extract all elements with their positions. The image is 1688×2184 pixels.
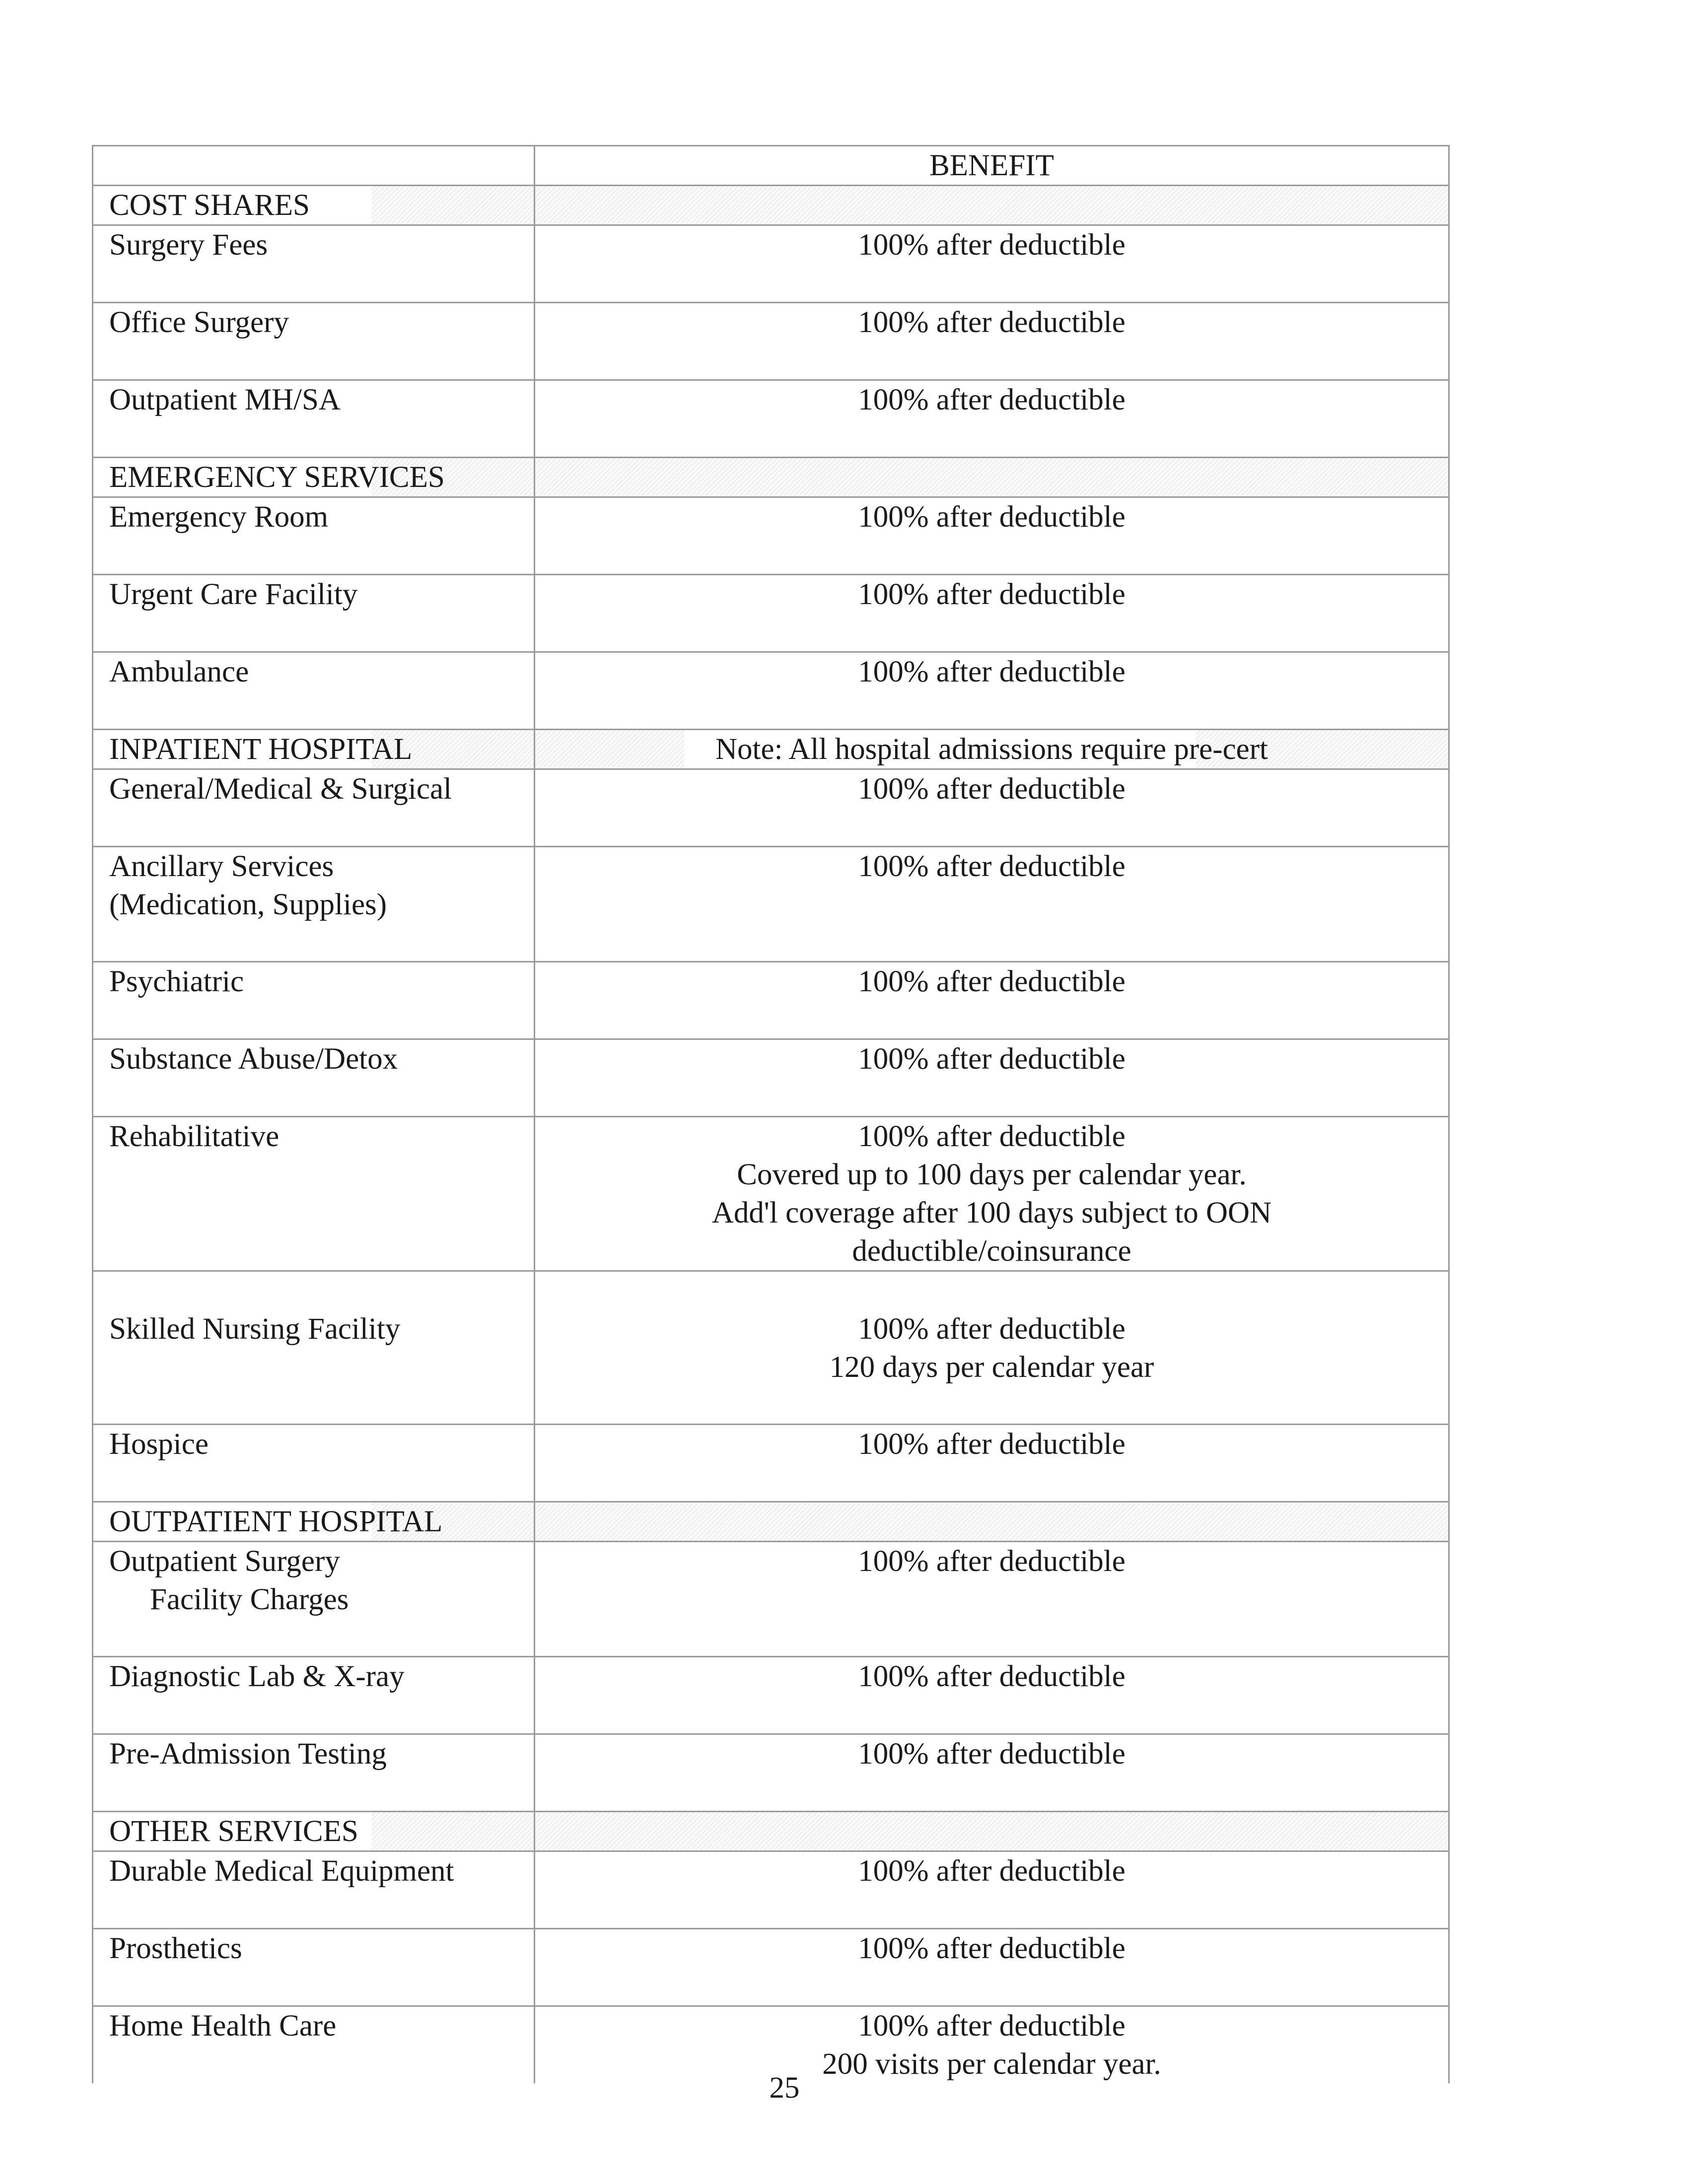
table-row bbox=[93, 1271, 1449, 1425]
service-label: Hospice bbox=[109, 1428, 209, 1461]
benefit-cell bbox=[535, 1039, 1449, 1117]
service-cell bbox=[93, 769, 535, 847]
benefit-text: 100% after deductible bbox=[858, 1428, 1125, 1461]
benefit-text: 100% after deductible bbox=[858, 1312, 1125, 1346]
service-label: Rehabilitative bbox=[109, 1120, 280, 1153]
section-row-inpatient-hospital bbox=[93, 730, 1449, 769]
benefit-text: 100% after deductible bbox=[858, 1042, 1125, 1076]
section-title: EMERGENCY SERVICES bbox=[93, 458, 535, 497]
service-label: Surgery Fees bbox=[109, 228, 268, 262]
service-cell bbox=[93, 847, 535, 962]
benefit-text: 100% after deductible bbox=[858, 850, 1125, 883]
service-label: Skilled Nursing Facility bbox=[109, 1312, 401, 1346]
service-cell bbox=[93, 1039, 535, 1117]
benefit-detail: 120 days per calendar year bbox=[829, 1351, 1154, 1384]
benefit-cell bbox=[535, 1734, 1449, 1812]
benefit-cell bbox=[535, 769, 1449, 847]
page-number: 25 bbox=[769, 2071, 800, 2105]
benefit-text: 100% after deductible bbox=[858, 1854, 1125, 1888]
benefit-detail: Covered up to 100 days per calendar year. bbox=[737, 1158, 1247, 1191]
section-note bbox=[535, 186, 1449, 225]
section-row-other-services bbox=[93, 1812, 1449, 1851]
benefits-table bbox=[92, 145, 1450, 2083]
table-row bbox=[93, 652, 1449, 730]
benefit-text: 100% after deductible bbox=[858, 1120, 1125, 1153]
section-note bbox=[535, 1502, 1449, 1542]
benefit-detail: Add'l coverage after 100 days subject to OON bbox=[711, 1196, 1272, 1229]
service-cell bbox=[93, 497, 535, 575]
service-cell bbox=[93, 1851, 535, 1929]
benefit-detail: 200 visits per calendar year. bbox=[822, 2048, 1161, 2081]
service-cell bbox=[93, 1734, 535, 1812]
table-row bbox=[93, 575, 1449, 652]
service-cell bbox=[93, 962, 535, 1039]
section-row-outpatient-hospital bbox=[93, 1502, 1449, 1542]
benefit-text: 100% after deductible bbox=[858, 1545, 1125, 1578]
section-title: COST SHARES bbox=[93, 186, 535, 225]
service-cell bbox=[93, 303, 535, 380]
benefit-text: 100% after deductible bbox=[858, 228, 1125, 262]
benefit-cell bbox=[535, 1851, 1449, 1929]
service-cell bbox=[93, 652, 535, 730]
benefit-text: 100% after deductible bbox=[858, 306, 1125, 339]
section-row-cost-shares bbox=[93, 186, 1449, 225]
benefit-cell bbox=[535, 847, 1449, 962]
section-note: Note: All hospital admissions require pre-cert bbox=[535, 730, 1449, 769]
service-cell bbox=[93, 575, 535, 652]
table-row bbox=[93, 769, 1449, 847]
benefit-cell bbox=[535, 962, 1449, 1039]
benefit-text: 100% after deductible bbox=[858, 578, 1125, 611]
table-row bbox=[93, 1542, 1449, 1657]
benefit-text: 100% after deductible bbox=[858, 383, 1125, 416]
service-label: General/Medical & Surgical bbox=[109, 772, 452, 806]
service-cell bbox=[93, 225, 535, 303]
service-label-continued: Facility Charges bbox=[150, 1583, 349, 1616]
service-cell bbox=[93, 1271, 535, 1425]
spacer bbox=[535, 1272, 1448, 1310]
benefit-text: 100% after deductible bbox=[858, 500, 1125, 534]
benefit-text: 100% after deductible bbox=[858, 2009, 1125, 2043]
service-cell bbox=[93, 1117, 535, 1271]
section-title: OUTPATIENT HOSPITAL bbox=[93, 1502, 535, 1542]
service-label: Durable Medical Equipment bbox=[109, 1854, 454, 1888]
table-row bbox=[93, 1117, 1449, 1271]
service-label: Ancillary Services bbox=[109, 850, 334, 883]
section-row-emergency-services bbox=[93, 458, 1449, 497]
table-row bbox=[93, 225, 1449, 303]
header-service-cell bbox=[93, 146, 535, 186]
section-note bbox=[535, 458, 1449, 497]
benefit-cell bbox=[535, 303, 1449, 380]
table-row bbox=[93, 1039, 1449, 1117]
table-row bbox=[93, 1425, 1449, 1502]
service-label: Outpatient Surgery bbox=[109, 1545, 340, 1578]
benefit-cell bbox=[535, 1929, 1449, 2006]
benefit-cell bbox=[535, 1542, 1449, 1657]
table-row bbox=[93, 303, 1449, 380]
benefit-cell bbox=[535, 1117, 1449, 1271]
service-label: Substance Abuse/Detox bbox=[109, 1042, 398, 1076]
service-label: Prosthetics bbox=[109, 1932, 242, 1965]
table-row bbox=[93, 497, 1449, 575]
benefit-text: 100% after deductible bbox=[858, 1660, 1125, 1693]
service-label: Office Surgery bbox=[109, 306, 289, 339]
service-label: Home Health Care bbox=[109, 2009, 337, 2043]
table-row bbox=[93, 1657, 1449, 1734]
benefit-cell bbox=[535, 497, 1449, 575]
spacer bbox=[109, 1272, 534, 1310]
service-label: Emergency Room bbox=[109, 500, 329, 534]
table-row bbox=[93, 1851, 1449, 1929]
service-cell bbox=[93, 1657, 535, 1734]
benefit-text: 100% after deductible bbox=[858, 1737, 1125, 1771]
service-cell bbox=[93, 380, 535, 458]
benefit-cell bbox=[535, 1425, 1449, 1502]
service-label: Pre-Admission Testing bbox=[109, 1737, 387, 1771]
service-label: Urgent Care Facility bbox=[109, 578, 358, 611]
benefit-text: 100% after deductible bbox=[858, 772, 1125, 806]
service-cell bbox=[93, 1929, 535, 2006]
service-label: Outpatient MH/SA bbox=[109, 383, 341, 416]
benefit-text: 100% after deductible bbox=[858, 1932, 1125, 1965]
benefit-cell bbox=[535, 1271, 1449, 1425]
table-row bbox=[93, 847, 1449, 962]
benefit-cell bbox=[535, 1657, 1449, 1734]
service-label: Diagnostic Lab & X-ray bbox=[109, 1660, 405, 1693]
table-header-row bbox=[93, 146, 1449, 186]
benefit-cell bbox=[535, 652, 1449, 730]
table-row bbox=[93, 962, 1449, 1039]
benefit-cell bbox=[535, 225, 1449, 303]
table-row bbox=[93, 1734, 1449, 1812]
section-note bbox=[535, 1812, 1449, 1851]
service-label: Psychiatric bbox=[109, 965, 244, 998]
benefit-text: 100% after deductible bbox=[858, 655, 1125, 688]
benefit-cell bbox=[535, 575, 1449, 652]
table-row bbox=[93, 1929, 1449, 2006]
benefit-text: 100% after deductible bbox=[858, 965, 1125, 998]
table-row bbox=[93, 380, 1449, 458]
benefit-detail: deductible/coinsurance bbox=[852, 1234, 1131, 1268]
service-cell bbox=[93, 1542, 535, 1657]
benefit-cell bbox=[535, 380, 1449, 458]
service-cell bbox=[93, 1425, 535, 1502]
section-title: INPATIENT HOSPITAL bbox=[93, 730, 535, 769]
section-title: OTHER SERVICES bbox=[93, 1812, 535, 1851]
service-label-continued: (Medication, Supplies) bbox=[109, 888, 387, 921]
service-label: Ambulance bbox=[109, 655, 249, 688]
header-benefit-cell: BENEFIT bbox=[535, 146, 1449, 186]
